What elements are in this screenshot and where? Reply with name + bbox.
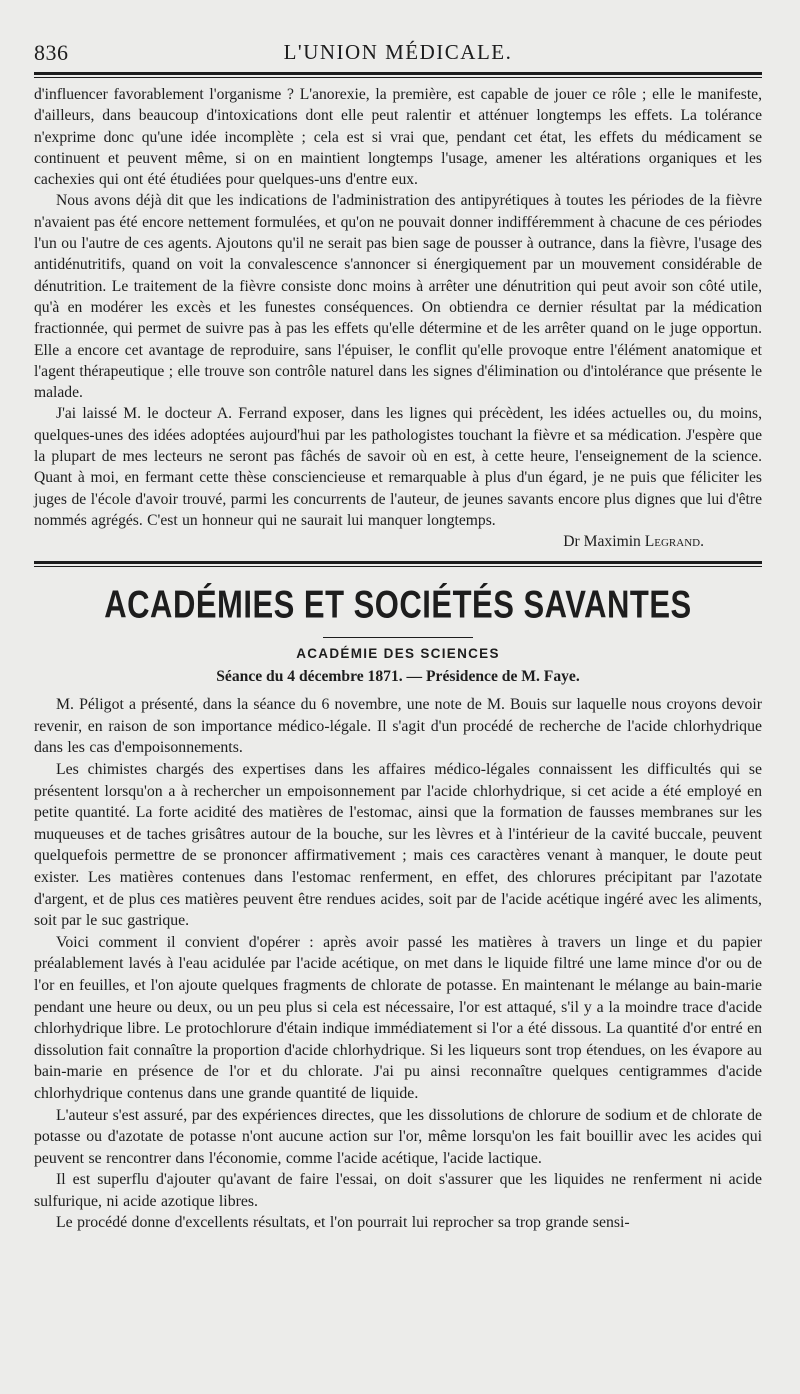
- article-continuation: [34, 84, 762, 553]
- academy-heading: ACADÉMIE DES SCIENCES: [296, 646, 500, 662]
- section-body: [34, 694, 762, 1234]
- page-number: 836: [34, 40, 69, 65]
- paragraph: J'ai laissé M. le docteur A. Ferrand exposer, dans les lignes qui précèdent, les idées actuelles ou, du moins, quelques-unes des idées adoptées aujourd'hui par les pathologistes touchant la fièvre et sa médication. J'espère que la plupart de mes lecteurs ne seront pas fâchés de savoir où en est, à cette heure, l'enseignement de la science. Quant à moi, en fermant cette thèse consciencieuse et remarquable à plus d'un égard, je ne puis que féliciter les juges de l'école d'avoir trouvé, parmi les concurrents de l'auteur, de jeunes savants encore plus dignes que lui d'être nommés agrégés. C'est un honneur qui ne saurait lui manquer longtemps.: [34, 405, 762, 529]
- paragraph: d'influencer favorablement l'organisme ? L'anorexie, la première, est capable de jouer ce rôle ; elle le manifeste, d'ailleurs, dans beaucoup d'intoxications dont elle peut ralentir et atténuer longtemps les effets. La tolérance n'exprime donc qu'une idée incomplète ; cela est si vrai que, pendant cet état, les effets du médicament se continuent et peuvent même, si on en maintient longtemps l'usage, amener les altérations organiques et les cachexies qui ont été étudiées pour quelques-uns d'entre eux.: [34, 86, 762, 189]
- section-title: ACADÉMIES ET SOCIÉTÉS SAVANTES: [104, 582, 692, 627]
- running-head: [34, 36, 762, 70]
- seance-line: Séance du 4 décembre 1871. — Présidence de M. Faye.: [216, 668, 580, 686]
- header-rule: [34, 72, 762, 78]
- signature-prefix: Dr Maximin: [563, 533, 645, 551]
- paragraph: Nous avons déjà dit que les indications de l'administration des antipyrétiques à toutes les périodes de la fièvre n'avaient pas été encore nettement formulées, et qu'on ne pouvait donner indifféremment à chacune de ces périodes l'un ou l'autre de ces agents. Ajoutons qu'il ne serait pas bien sage de pousser à outrance, dans la fièvre, l'usage des antidénutritifs, quand on voit la convalescence s'annoncer si énergiquement par un mouvement considérable de dénutrition. Le traitement de la fièvre consiste donc moins à arrêter une dénutrition qui peut avoir son côté utile, qu'à en modérer les excès et les funestes conséquences. On obtiendra ce dernier résultat par la médication fractionnée, qui permet de suivre pas à pas les effets qu'elle détermine et de les arrêter quand on le juge opportun. Elle a encore cet avantage de reproduire, sans l'épuiser, le conflit qu'elle provoque entre l'élément anatomique et l'agent thérapeutique ; elle trouve son contrôle naturel dans les signes d'élimination ou d'intolérance que présente le malade.: [34, 192, 762, 402]
- paragraph: Le procédé donne d'excellents résultats, et l'on pourrait lui reprocher sa trop grande sensi-: [56, 1214, 630, 1232]
- signature-name: Legrand.: [644, 533, 704, 551]
- section-rule: [34, 561, 762, 567]
- journal-title: L'UNION MÉDICALE.: [283, 40, 513, 64]
- paragraph: Il est superflu d'ajouter qu'avant de faire l'essai, on doit s'assurer que les liquides ne renferment ni acide sulfurique, ni acide azotique libres.: [34, 1171, 762, 1210]
- signature: [34, 531, 762, 553]
- paragraph: Voici comment il convient d'opérer : après avoir passé les matières à travers un linge et du papier préalablement lavés à l'eau acidulée par l'acide acétique, on met dans le liquide filtré une lame mince d'or ou de l'or en feuilles, et l'on ajoute quelques fragments de chlorate de potasse. En maintenant le mélange au bain-marie pendant une heure ou deux, ou un peu plus si cela est nécessaire, l'or est attaqué, s'il y a la moindre trace d'acide chlorhydrique libre. Le protochlorure d'étain indique immédiatement si l'or a été dissous. La quantité d'or entré en dissolution fait connaître la proportion d'acide chlorhydrique. Si les liqueurs sont trop étendues, on les évapore au bain-marie en présence de l'or et du chlorate. J'ai pu ainsi reconnaître quelques centigrammes d'acide chlorhydrique contenus dans une grande quantité de liquide.: [34, 933, 762, 1102]
- paragraph: M. Péligot a présenté, dans la séance du 6 novembre, une note de M. Bouis sur laquelle nous croyons devoir revenir, en raison de son importance médico-légale. Il s'agit d'un procédé de recherche de l'acide chlorhydrique dans les cas d'empoisonnements.: [34, 696, 762, 757]
- paragraph: L'auteur s'est assuré, par des expériences directes, que les dissolutions de chlorure de sodium et de chlorate de potasse ou d'azotate de potasse n'ont aucune action sur l'or, même lorsqu'on les fait bouillir avec les acides qui peuvent se rencontrer dans l'économie, comme l'acide acétique, l'acide lactique.: [34, 1106, 762, 1167]
- title-underline: [323, 637, 473, 638]
- paragraph: Les chimistes chargés des expertises dans les affaires médico-légales connaissent les difficultés qui se présentent lorsqu'on a à rechercher un empoisonnement par l'acide chlorhydrique, si cet acide a été employé en petite quantité. La forte acidité des matières de l'estomac, ainsi que la formation de fausses membranes sur les muqueuses et de taches grisâtres autour de la bouche, sur les lèvres et à l'intérieur de la cavité buccale, peuvent quelquefois permettre de se prononcer affirmativement ; mais ces caractères venant à manquer, le doute peut exister. Les matières contenues dans l'estomac renferment, en effet, des chlorures précipitant par l'azotate d'argent, et de plus ces matières peuvent être rendues acides, soit par de l'acide acétique ingéré avec les aliments, soit par le suc gastrique.: [34, 761, 762, 930]
